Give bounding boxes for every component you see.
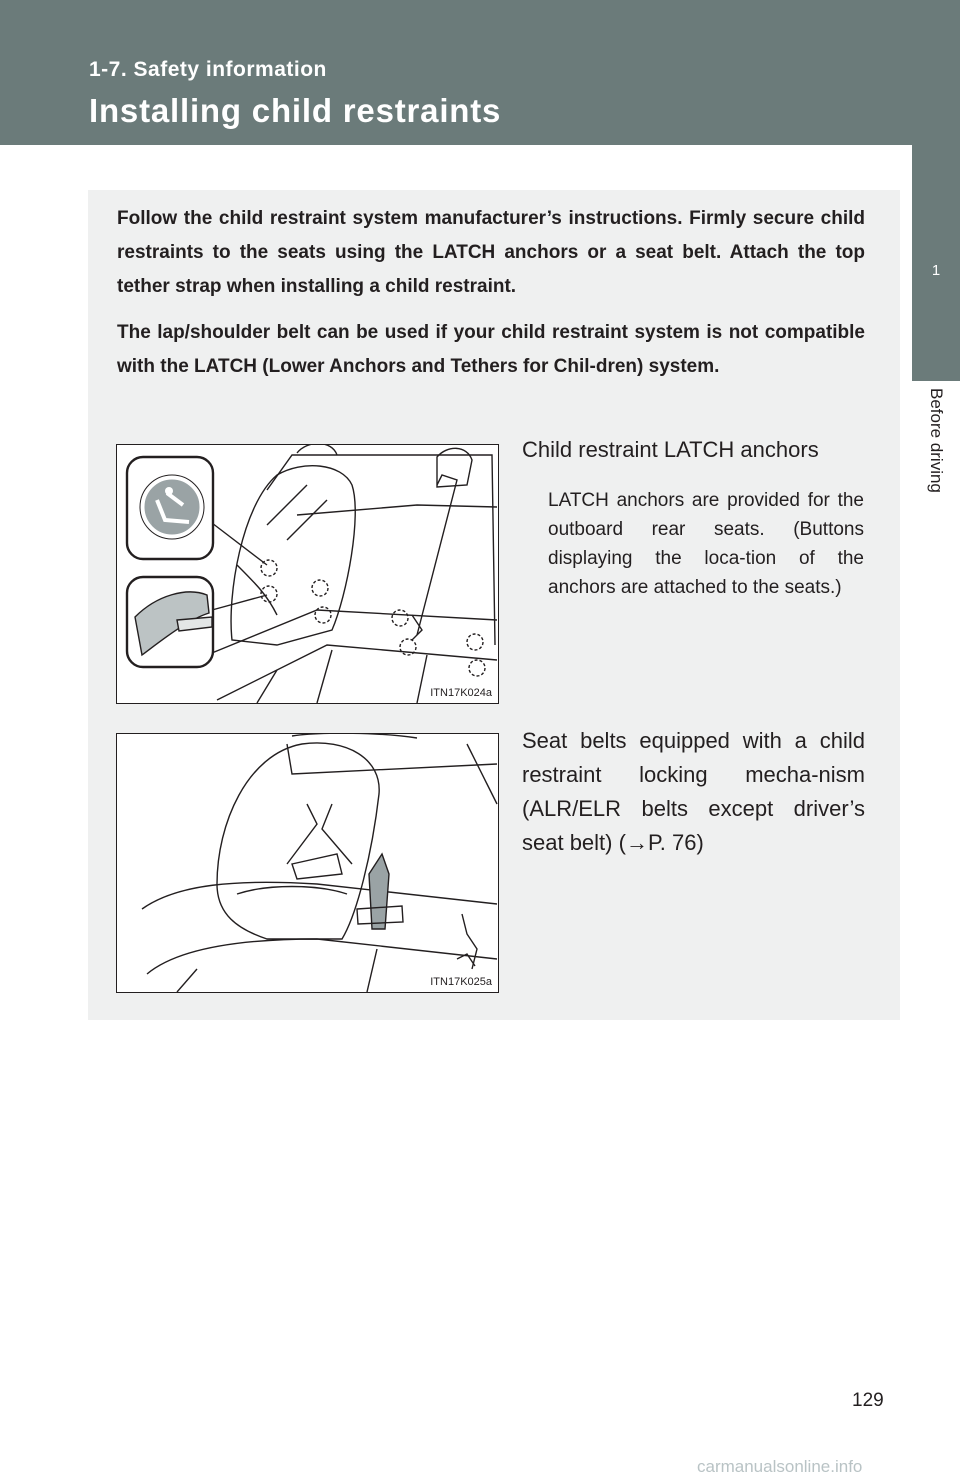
chapter-label-text: Before driving xyxy=(927,388,946,493)
page-reference-link[interactable]: P. 76) xyxy=(647,830,704,855)
latch-anchors-illustration xyxy=(116,444,499,704)
seatbelt-installation-illustration xyxy=(116,733,499,993)
figure-code: ITN17K024a xyxy=(430,687,492,699)
latch-description: LATCH anchors are provided for the outboard rear seats. (Buttons displaying the loca-tion of the anchors are attached to the seats.) xyxy=(548,490,864,598)
intro-paragraph-1: Follow the child restraint system manufacturer’s instructions. Firmly secure child restraints to the seats using the LATCH anchors or a seat belt. Attach the top tether strap when installing a child restraint. xyxy=(117,208,865,297)
chapter-label xyxy=(912,388,960,538)
seatbelt-description-text: Seat belts equipped with a child restraint locking mecha-nism (ALR/ELR belts except driver’s seat belt) ( xyxy=(522,728,865,855)
watermark: carmanualsonline.info xyxy=(697,1457,863,1476)
chapter-tab[interactable] xyxy=(912,145,960,381)
latch-heading: Child restraint LATCH anchors xyxy=(522,437,819,462)
chapter-tab-number: 1 xyxy=(931,262,941,279)
page-title: Installing child restraints xyxy=(89,92,502,129)
page-number: 129 xyxy=(852,1390,884,1411)
section-label: 1-7. Safety information xyxy=(89,58,327,81)
seatbelt-description xyxy=(522,724,865,860)
figure-code: ITN17K025a xyxy=(430,976,492,988)
header-band xyxy=(0,0,960,145)
arrow-icon: → xyxy=(625,830,648,855)
intro-paragraph-2: The lap/shoulder belt can be used if your child restraint system is not compatible with the LATCH (Lower Anchors and Tethers for Chil-dren) system. xyxy=(117,322,865,377)
